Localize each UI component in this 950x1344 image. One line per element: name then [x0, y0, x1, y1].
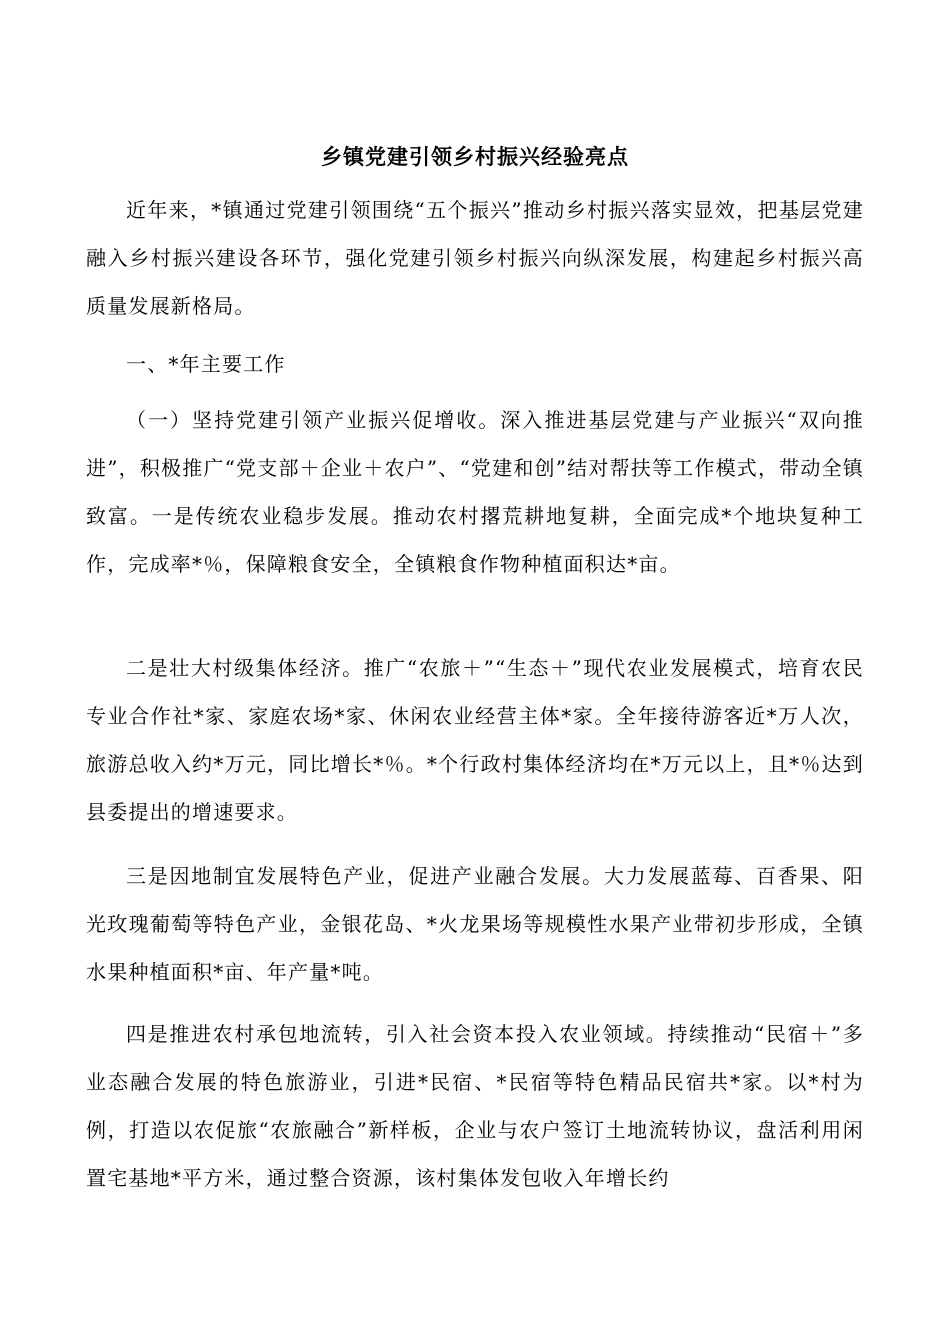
document-title: 乡镇党建引领乡村振兴经验亮点 [321, 144, 629, 169]
paragraph-intro: 近年来，*镇通过党建引领围绕“五个振兴”推动乡村振兴落实显效，把基层党建融入乡村振兴建设各环节，强化党建引领乡村振兴向纵深发展，构建起乡村振兴高质量发展新格局。 [86, 198, 864, 318]
paragraph-special-industry: 三是因地制宜发展特色产业，促进产业融合发展。大力发展蓝莓、百香果、阳光玫瑰葡萄等特色产业，金银花岛、*火龙果场等规模性水果产业带初步形成，全镇水果种植面积*亩、年产量*吨。 [86, 864, 864, 984]
paragraph-land-transfer: 四是推进农村承包地流转，引入社会资本投入农业领域。持续推动“民宿＋”多业态融合发展的特色旅游业，引进*民宿、*民宿等特色精品民宿共*家。以*村为例，打造以农促旅“农旅融合”新样板，企业与农户签订土地流转协议，盘活利用闲置宅基地*平方米，通过整合资源，该村集体发包收入年增长约 [86, 1022, 864, 1190]
section-heading: 一、*年主要工作 [126, 352, 286, 376]
paragraph-industry: （一）坚持党建引领产业振兴促增收。深入推进基层党建与产业振兴“双向推进”，积极推广“党支部＋企业＋农户”、“党建和创”结对帮扶等工作模式，带动全镇致富。一是传统农业稳步发展。推动农村撂荒耕地复耕，全面完成*个地块复种工作，完成率*％，保障粮食安全，全镇粮食作物种植面积达*亩。 [86, 408, 864, 576]
paragraph-collective-economy: 二是壮大村级集体经济。推广“农旅＋”“生态＋”现代农业发展模式，培育农民专业合作社*家、家庭农场*家、休闲农业经营主体*家。全年接待游客近*万人次，旅游总收入约*万元，同比增长*％。*个行政村集体经济均在*万元以上，且*％达到县委提出的增速要求。 [86, 656, 864, 824]
